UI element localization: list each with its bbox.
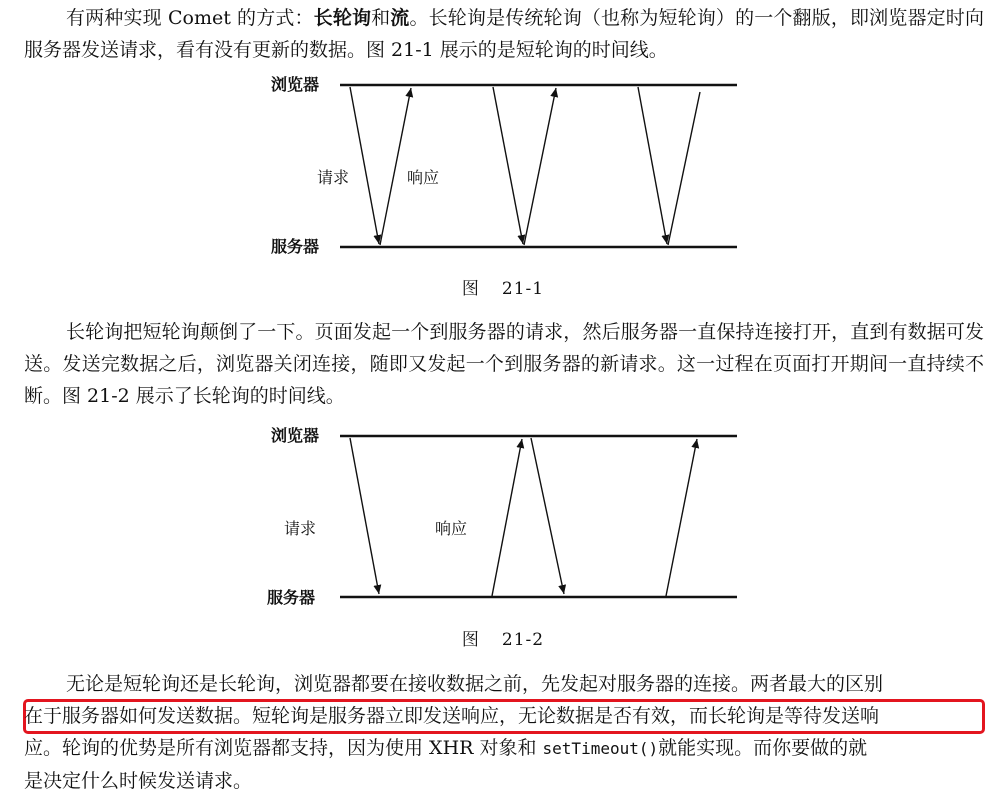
fig1-request-label: 请求 — [317, 168, 350, 187]
response-arrow — [492, 439, 522, 596]
figure-short-polling-diagram — [0, 66, 1006, 266]
fig2-browser-label: 浏览器 — [271, 426, 320, 445]
para3-line2-highlighted: 在于服务器如何发送数据。短轮询是服务器立即发送响应，无论数据是否有效，而长轮询是等待发送响 — [24, 705, 880, 727]
paragraph-long-polling: 长轮询把短轮询颠倒了一下。页面发起一个到服务器的请求，然后服务器一直保持连接打开，直到有数据可发送。发送完数据之后，浏览器关闭连接，随即又发起一个到服务器的新请求。这一过程在页面打开期间一直持续不断。图 21-2 展示了长轮询的时间线。 — [24, 321, 984, 407]
caption-fig: 图 — [461, 279, 480, 299]
para3-line1: 无论是短轮询还是长轮询，浏览器都要在接收数据之前，先发起对服务器的连接。两者最大的区别 — [66, 673, 884, 695]
paragraph-comet-intro — [24, 2, 984, 66]
para3-line3-pre: 应。轮询的优势是所有浏览器都支持，因为使用 XHR 对象和 — [24, 737, 543, 759]
para3-line4: 是决定什么时候发送请求。 — [24, 770, 253, 792]
caption-number: 21-1 — [501, 279, 545, 299]
figure-long-polling-diagram — [0, 416, 1006, 616]
request-arrow — [638, 87, 667, 244]
caption-fig: 图 — [461, 630, 480, 650]
para1-text-pre: 有两种实现 Comet 的方式： — [66, 7, 314, 29]
term-long-polling: 长轮询 — [313, 7, 372, 29]
response-arrow — [380, 88, 411, 245]
response-arrow — [524, 88, 556, 245]
request-arrow — [531, 438, 564, 594]
code-settimeout: setTimeout() — [542, 739, 659, 758]
caption-number: 21-2 — [501, 630, 545, 650]
fig1-server-label: 服务器 — [271, 237, 320, 256]
fig1-browser-label: 浏览器 — [271, 75, 320, 94]
para3-line3-post: 就能实现。而你要做的就 — [658, 737, 868, 759]
fig2-response-label: 响应 — [435, 519, 468, 538]
request-arrow — [350, 87, 379, 244]
figure-caption-21-2 — [0, 625, 1006, 650]
fig1-response-label: 响应 — [407, 168, 440, 187]
fig2-server-label: 服务器 — [267, 588, 316, 607]
para3-line3 — [24, 732, 984, 765]
request-arrow — [493, 87, 523, 244]
request-arrow — [350, 438, 379, 594]
response-line — [668, 92, 700, 245]
figure-caption-21-1 — [0, 274, 1006, 299]
term-streaming: 流 — [390, 7, 410, 29]
response-arrow — [666, 439, 697, 596]
fig2-request-label: 请求 — [284, 519, 317, 538]
para1-text-mid: 和 — [371, 7, 391, 29]
paragraph-comparison — [24, 668, 984, 797]
para1-text-post: 。长轮询是传统轮询（也称为短轮询）的一个翻版，即浏览器定时向服务器发送请求，看有没有更新的数据。图 21-1 展示的是短轮询的时间线。 — [24, 7, 984, 61]
